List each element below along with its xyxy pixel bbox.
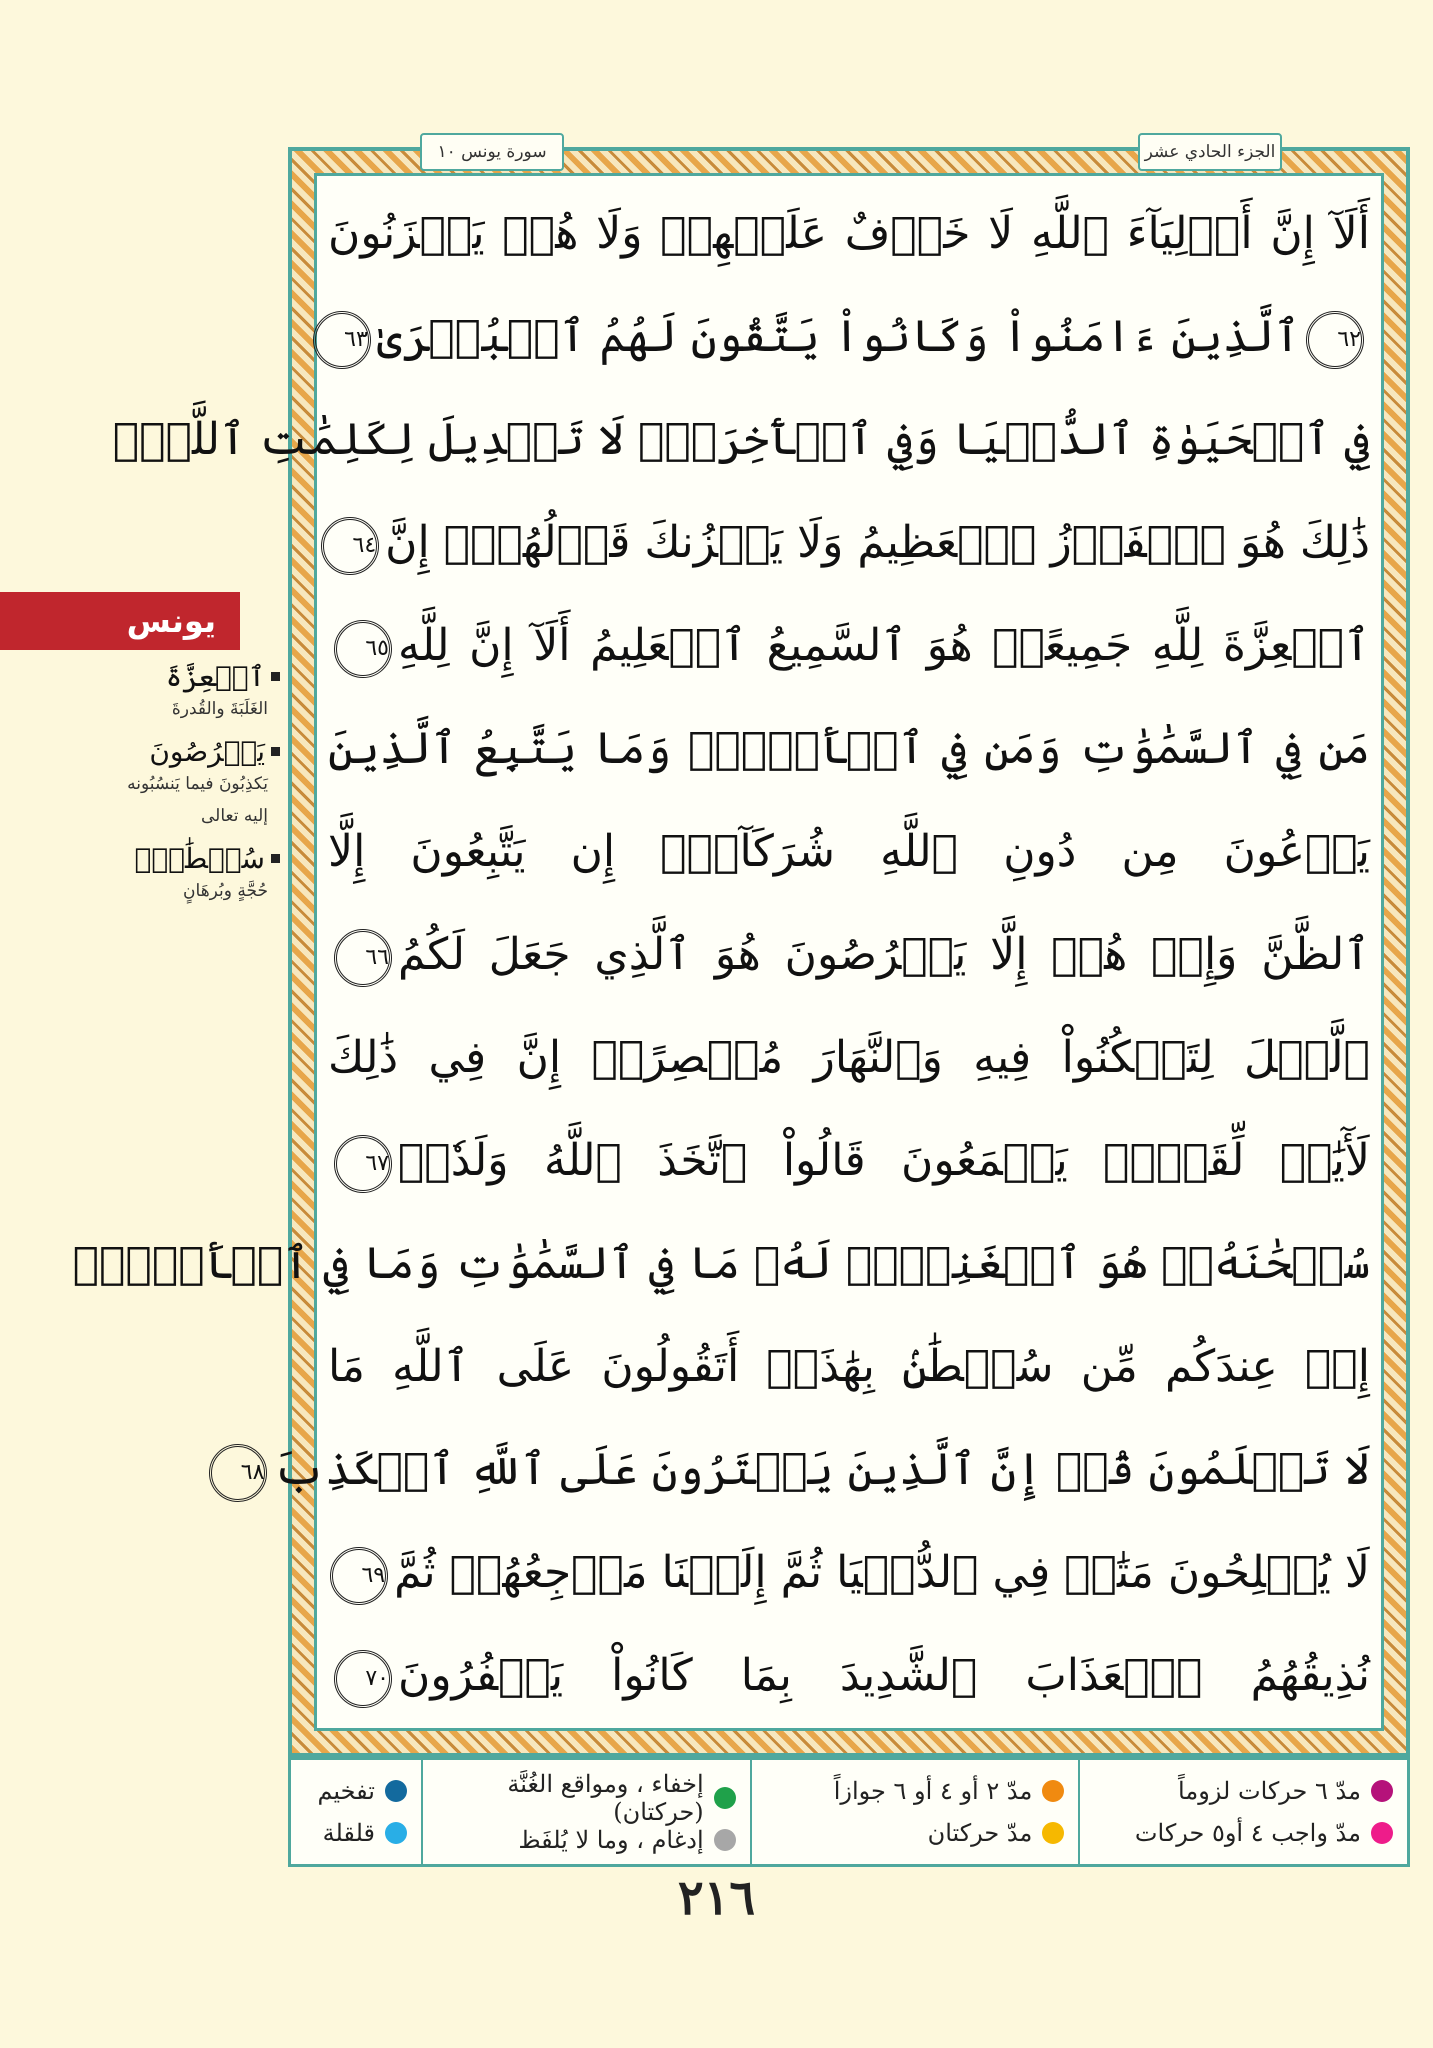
verse-marker: ٦٧ (334, 1135, 392, 1193)
line-text: مَن فِي ٱلسَّمَٰوَٰتِ وَمَن فِي ٱلۡأَرۡضِۗ وَمَا يَتَّبِعُ ٱلَّذِينَ (328, 723, 1370, 774)
quran-line-9 (328, 1006, 1370, 1110)
legend-label: مدّ ٦ حركات لزوماً (1178, 1777, 1361, 1805)
verse-marker: ٦٦ (334, 929, 392, 987)
line-text: نُذِيقُهُمُ ٱلۡعَذَابَ ٱلشَّدِيدَ بِمَا كَانُواْ يَكۡفُرُونَ (398, 1650, 1370, 1701)
line-text: يَدۡعُونَ مِن دُونِ ٱللَّهِ شُرَكَآءَۚ إِن يَتَّبِعُونَ إِلَّا (328, 826, 1370, 877)
legend-item (305, 1777, 407, 1805)
line-text: ٱلۡعِزَّةَ لِلَّهِ جَمِيعًاۚ هُوَ ٱلسَّمِيعُ ٱلۡعَلِيمُ أَلَآ إِنَّ لِلَّهِ (398, 620, 1370, 671)
legend-item (1094, 1777, 1393, 1805)
quran-line-2 (328, 285, 1370, 389)
color-dot (714, 1787, 736, 1809)
tajweed-legend (288, 1757, 1410, 1867)
glossary-meaning: الغَلَبَةَ والقُدرةَ (171, 699, 268, 719)
legend-col-madd2 (750, 1760, 1079, 1864)
color-dot (1371, 1780, 1393, 1802)
line-text: لَا يُفۡلِحُونَ مَتَٰعٞ فِي ٱلدُّنۡيَا ثُمَّ إِلَيۡنَا مَرۡجِعُهُمۡ ثُمَّ (394, 1547, 1370, 1598)
quran-line-12 (328, 1315, 1370, 1419)
quran-line-11 (72, 1212, 1370, 1316)
legend-label: مدّ واجب ٤ أو٥ حركات (1134, 1819, 1361, 1847)
legend-item (437, 1770, 736, 1826)
line-text: إِنۡ عِندَكُم مِّن سُلۡطَٰنِۢ بِهَٰذَآۚ أَتَقُولُونَ عَلَى ٱللَّهِ مَا (328, 1341, 1370, 1392)
color-dot (385, 1822, 407, 1844)
line-text: ذَٰلِكَ هُوَ ٱلۡفَوۡزُ ٱلۡعَظِيمُ وَلَا يَحۡزُنكَ قَوۡلُهُمۡۘ إِنَّ (385, 517, 1370, 568)
surah-tab[interactable]: يونس (0, 592, 240, 650)
line-text: ٱلَّيۡلَ لِتَسۡكُنُواْ فِيهِ وَٱلنَّهَارَ مُبۡصِرًاۚ إِنَّ فِي ذَٰلِكَ (328, 1032, 1370, 1083)
legend-label: تفخيم (317, 1777, 375, 1805)
verse-marker: ٦٣ (313, 311, 371, 369)
verse-marker: ٦٢ (1306, 311, 1364, 369)
glossary-word: سُلۡطَٰنِۢ (100, 842, 280, 875)
juz-label: الجزء الحادي عشر (1138, 133, 1282, 171)
legend-label: مدّ ٢ أو ٤ أو ٦ جوازاً (833, 1777, 1033, 1805)
color-dot (385, 1780, 407, 1802)
color-dot (1042, 1822, 1064, 1844)
quran-line-3 (112, 388, 1370, 492)
verse-marker: ٧٠ (334, 1650, 392, 1708)
legend-label: مدّ حركتان (927, 1819, 1033, 1847)
legend-label: قلقلة (322, 1819, 375, 1847)
quran-line-10 (328, 1109, 1370, 1213)
glossary-meaning: يَكذِبُونَ فيما يَنسُبُونه إليه تعالى (127, 774, 268, 826)
quran-line-15 (328, 1624, 1370, 1728)
legend-col-madd (1078, 1760, 1407, 1864)
legend-item (1094, 1819, 1393, 1847)
quran-line-1 (328, 182, 1370, 286)
verse-marker: ٦٥ (334, 620, 392, 678)
legend-label: إدغام ، وما لا يُلفَظ (518, 1826, 704, 1854)
line-text: سُبۡحَٰنَهُۥۖ هُوَ ٱلۡغَنِيُّۖ لَهُۥ مَا فِي ٱلسَّمَٰوَٰتِ وَمَا فِي ٱلۡأَرۡضِۚ (72, 1238, 1370, 1289)
line-text: أَلَآ إِنَّ أَوۡلِيَآءَ ٱللَّهِ لَا خَوۡفٌ عَلَيۡهِمۡ وَلَا هُمۡ يَحۡزَنُونَ (328, 208, 1370, 259)
quran-line-4 (328, 491, 1370, 595)
quran-line-7 (328, 800, 1370, 904)
quran-line-13 (240, 1418, 1370, 1522)
legend-item (305, 1819, 407, 1847)
glossary-meaning: حُجَّةٍ وبُرهَانٍ (183, 881, 268, 901)
color-dot (1371, 1822, 1393, 1844)
surah-label: سورة يونس ١٠ (420, 133, 564, 171)
quran-line-6 (328, 697, 1370, 801)
quran-line-5 (328, 594, 1370, 698)
legend-col-tafkhim (291, 1760, 421, 1864)
glossary-word: ٱلۡعِزَّةَ (100, 660, 280, 693)
legend-col-ghunna (421, 1760, 750, 1864)
color-dot (714, 1829, 736, 1851)
glossary-word: يَخۡرُصُونَ (100, 735, 280, 768)
legend-item (766, 1819, 1065, 1847)
line-text: ٱلظَّنَّ وَإِنۡ هُمۡ إِلَّا يَخۡرُصُونَ هُوَ ٱلَّذِي جَعَلَ لَكُمُ (398, 929, 1370, 980)
verse-marker: ٦٨ (209, 1444, 267, 1502)
line-text: فِي ٱلۡحَيَوٰةِ ٱلدُّنۡيَا وَفِي ٱلۡأٓخِرَةِۚ لَا تَبۡدِيلَ لِكَلِمَٰتِ ٱللَّهِۚ (112, 414, 1370, 465)
verse-marker: ٦٤ (321, 517, 379, 575)
legend-item (437, 1826, 736, 1854)
line-text: لَا تَعۡلَمُونَ قُلۡ إِنَّ ٱلَّذِينَ يَفۡتَرُونَ عَلَى ٱللَّهِ ٱلۡكَذِبَ (273, 1444, 1370, 1495)
quran-line-14 (328, 1521, 1370, 1625)
verse-marker: ٦٩ (330, 1547, 388, 1605)
legend-item (766, 1777, 1065, 1805)
legend-label: إخفاء ، ومواقع الغُنَّة (حركتان) (507, 1770, 704, 1826)
quran-line-8 (328, 903, 1370, 1007)
glossary (100, 650, 280, 907)
line-text: لَأٓيَٰتٖ لِّقَوۡمٖ يَسۡمَعُونَ قَالُواْ ٱتَّخَذَ ٱللَّهُ وَلَدٗاۗ (398, 1135, 1370, 1186)
line-text: ٱلَّذِينَ ءَامَنُواْ وَكَانُواْ يَتَّقُونَ لَهُمُ ٱلۡبُشۡرَىٰ (376, 311, 1300, 362)
page-number: ٢١٦ (677, 1870, 756, 1926)
color-dot (1042, 1780, 1064, 1802)
